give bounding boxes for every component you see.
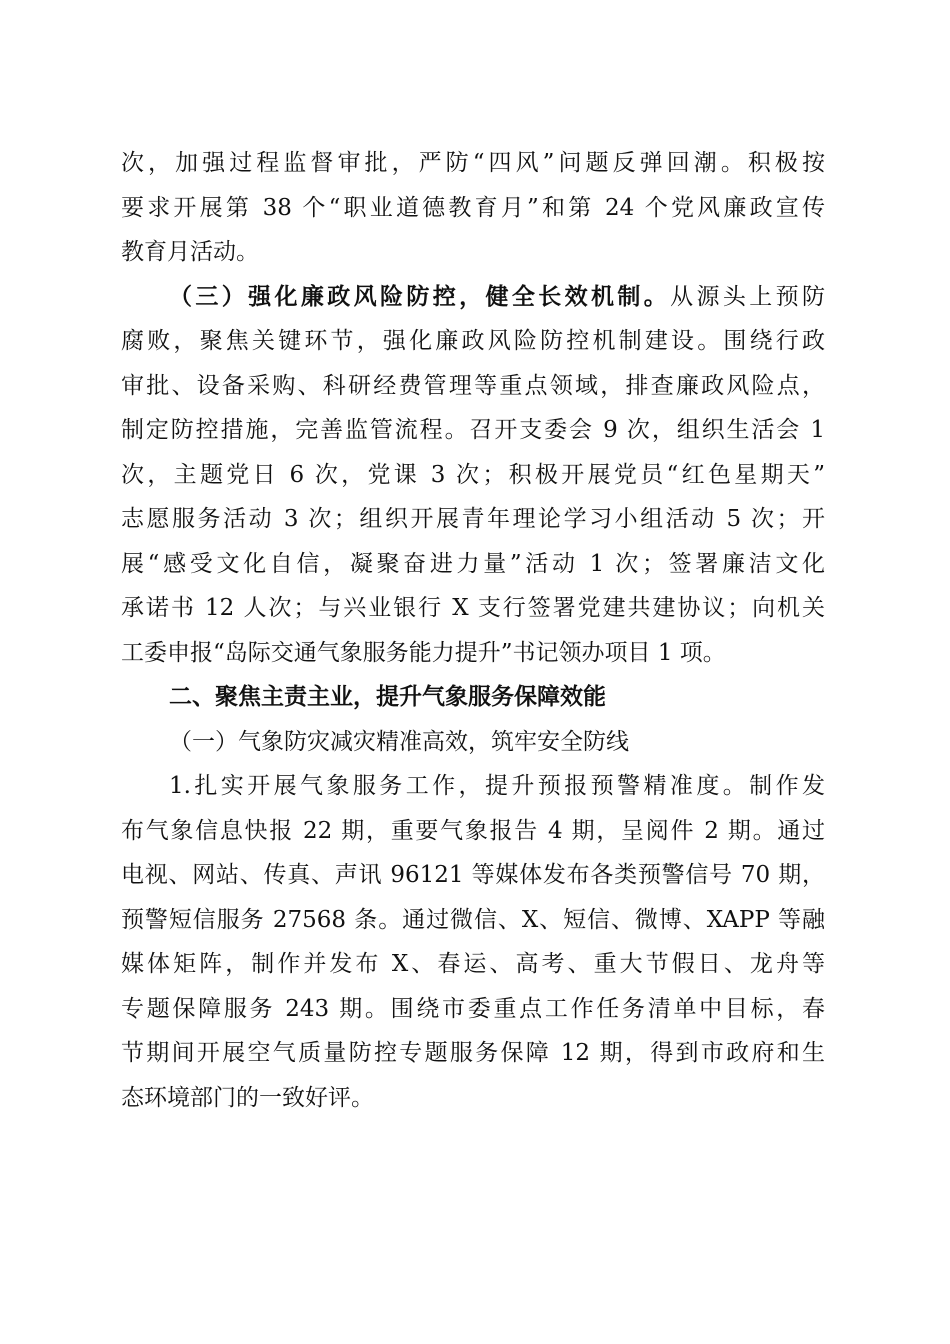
document-page	[121, 141, 825, 1120]
paragraph-1	[121, 141, 825, 275]
text-line: 承诺书 12 人次；与兴业银行 X 支行签署党建共建协议；向机关	[121, 595, 825, 621]
section-heading: 二、聚焦主责主业，提升气象服务保障效能	[169, 684, 606, 710]
text-line: 志愿服务活动 3 次；组织开展青年理论学习小组活动 5 次；开	[121, 506, 825, 532]
text-line: 媒体矩阵，制作并发布 X、春运、高考、重大节假日、龙舟等	[121, 951, 825, 977]
text-line: 审批、设备采购、科研经费管理等重点领域，排查廉政风险点，	[121, 372, 825, 399]
text-line: 展“感受文化自信，凝聚奋进力量”活动 1 次；签署廉洁文化	[121, 550, 825, 577]
subsection-heading: （一）气象防灾减灾精准高效，筑牢安全防线	[169, 728, 629, 755]
text-line: 要求开展第 38 个“职业道德教育月”和第 24 个党风廉政宣传	[121, 194, 825, 221]
text-line: 教育月活动。	[121, 239, 259, 265]
text-line: 制定防控措施，完善监管流程。召开支委会 9 次，组织生活会 1	[121, 417, 825, 443]
paragraph-3	[121, 764, 825, 1120]
text-line: 次，加强过程监督审批，严防“四风”问题反弹回潮。积极按	[121, 150, 825, 176]
paragraph-2	[121, 275, 825, 676]
text-line: 腐败，聚焦关键环节，强化廉政风险防控机制建设。围绕行政	[121, 328, 825, 354]
text-line: 次，主题党日 6 次，党课 3 次；积极开展党员“红色星期天”	[121, 461, 825, 488]
text-line: 预警短信服务 27568 条。通过微信、X、短信、微博、XAPP 等融	[121, 906, 825, 933]
text-line: 专题保障服务 243 期。围绕市委重点工作任务清单中目标，春	[121, 995, 825, 1022]
subsection-heading-3: （三）强化廉政风险防控，健全长效机制。	[169, 282, 671, 310]
text-line: 电视、网站、传真、声讯 96121 等媒体发布各类预警信号 70 期，	[121, 862, 825, 888]
text-line: 态环境部门的一致好评。	[121, 1084, 374, 1111]
text-line: 节期间开展空气质量防控专题服务保障 12 期，得到市政府和生	[121, 1040, 825, 1066]
text-line: 工委申报“岛际交通气象服务能力提升”书记领办项目 1 项。	[121, 639, 726, 666]
text-line: 布气象信息快报 22 期，重要气象报告 4 期，呈阅件 2 期。通过	[121, 817, 825, 844]
text-line: 1.扎实开展气象服务工作，提升预报预警精准度。制作发	[169, 773, 825, 799]
text-line	[121, 275, 825, 320]
text-run: 从源头上预防	[670, 283, 825, 310]
